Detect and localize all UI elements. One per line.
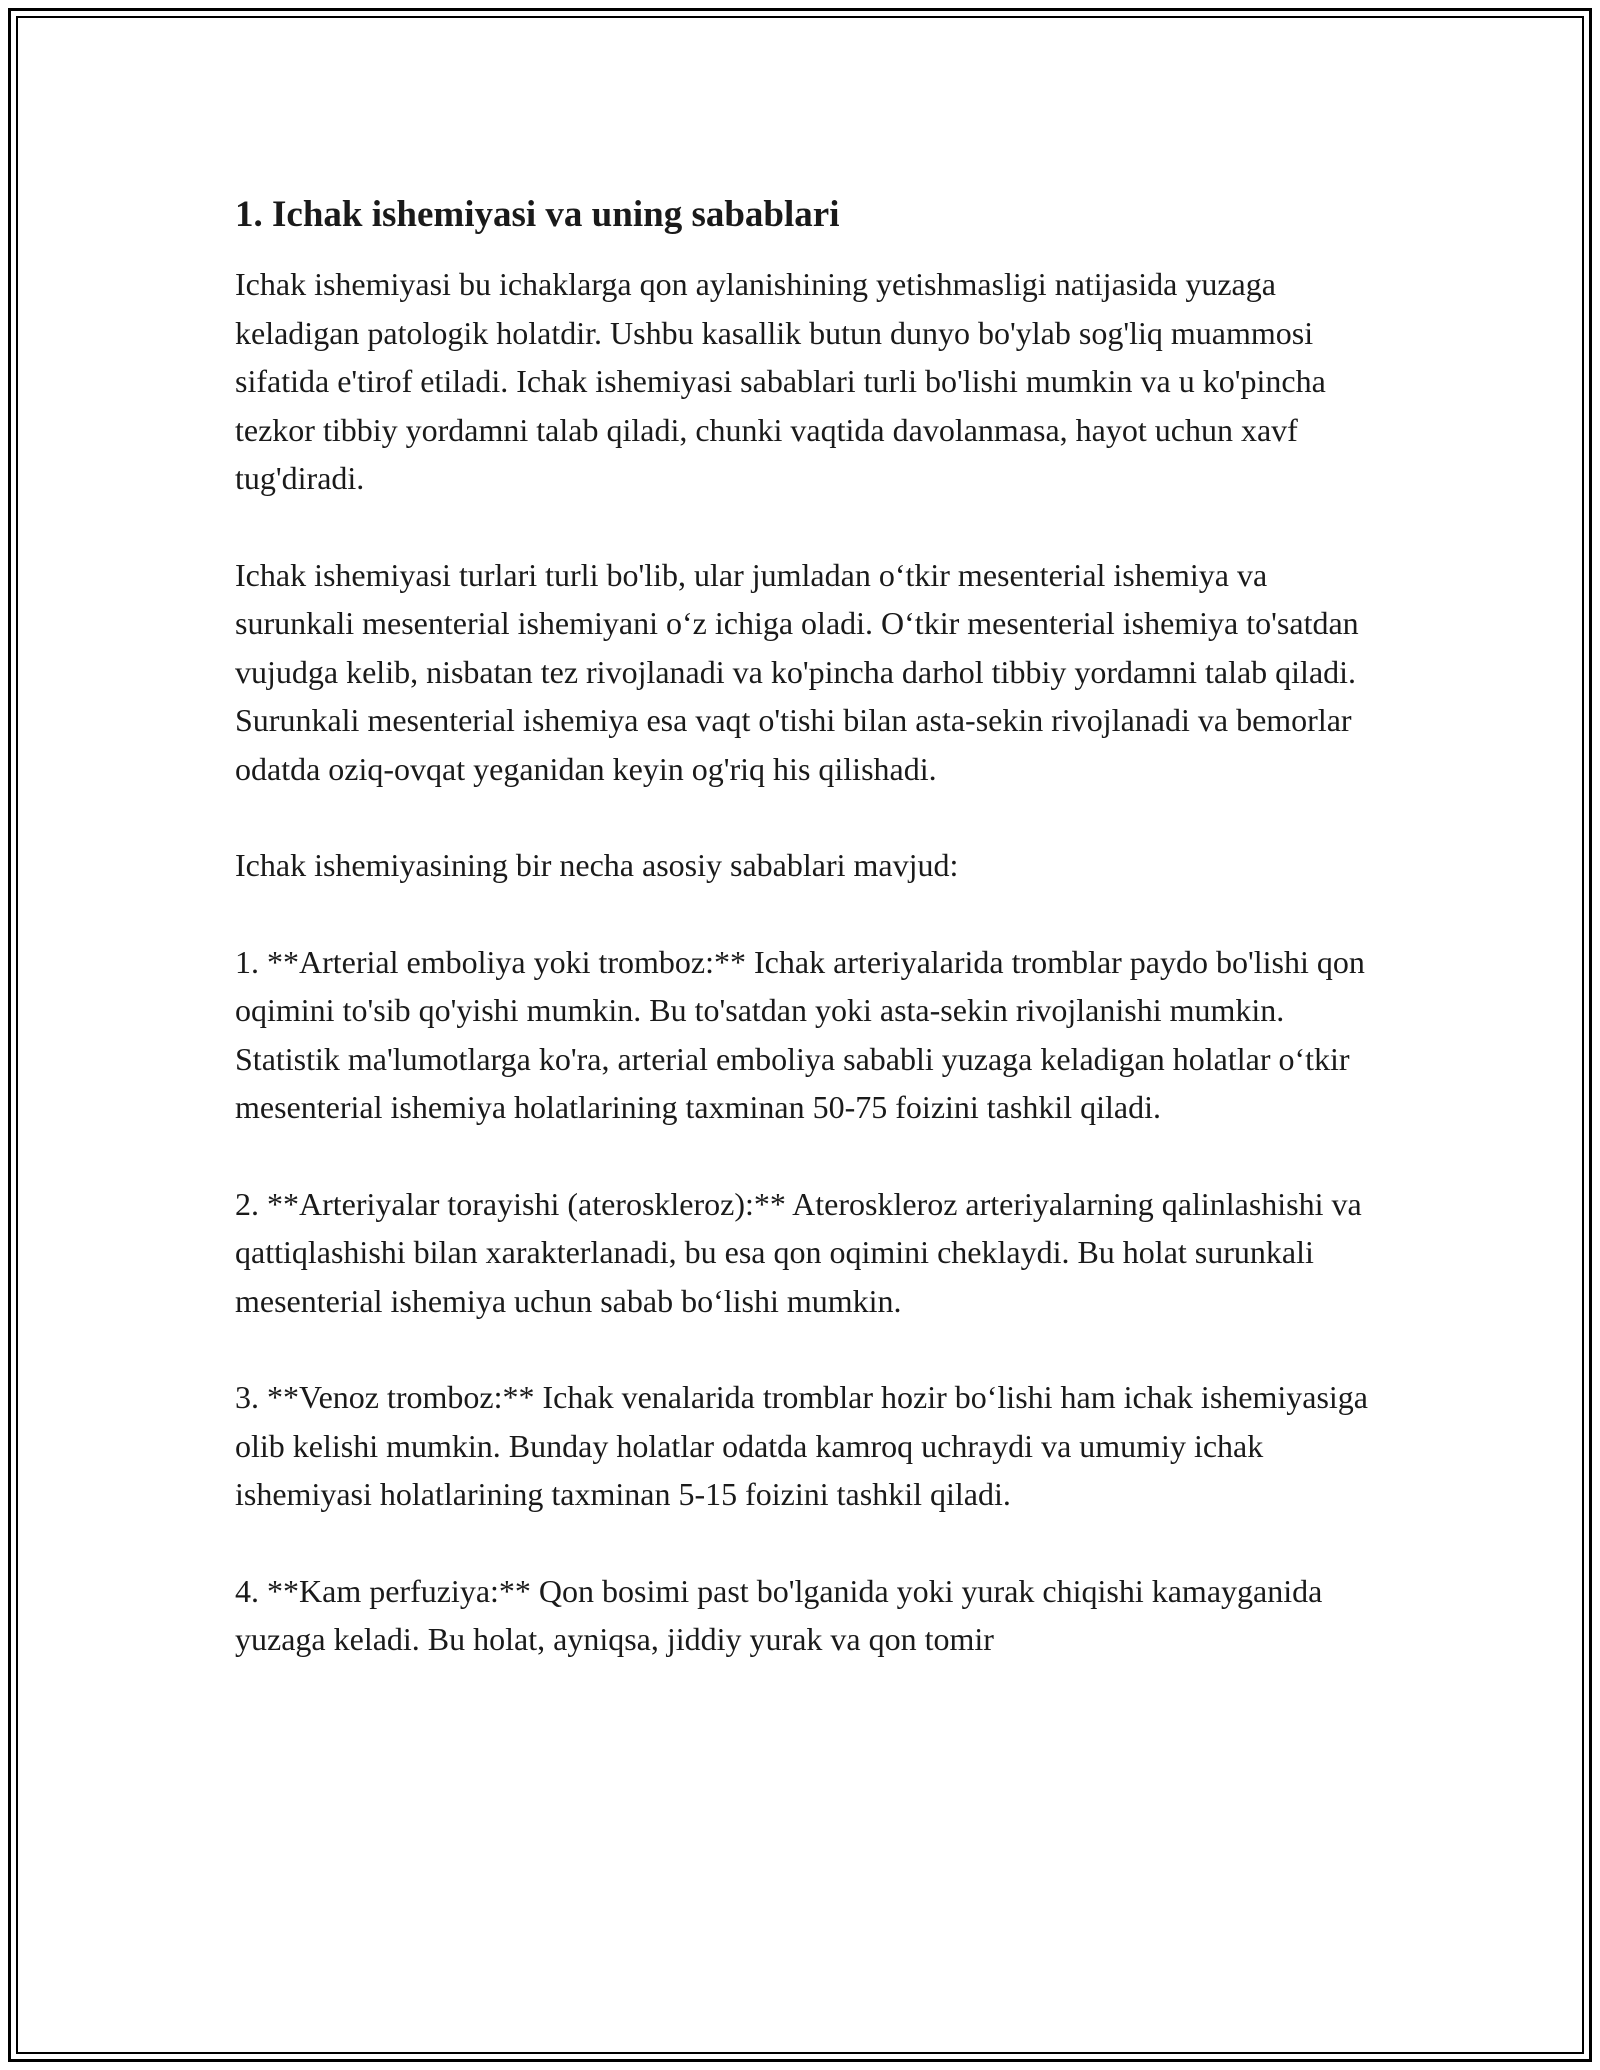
document-page [235, 190, 1375, 1664]
list-item-atherosclerosis: 2. **Arteriyalar torayishi (ateroskleroz):** Ateroskleroz arteriyalarning qalinlashishi va qattiqlashishi bilan xarakterlanadi, bu esa qon oqimini cheklaydi. Bu holat surunkali mesenterial ishemiya uchun sabab bo‘lishi mumkin. [235, 1185, 1362, 1319]
list-item-venous-thrombosis: 3. **Venoz tromboz:** Ichak venalarida tromblar hozir bo‘lishi ham ichak ishemiyasiga olib kelishi mumkin. Bunday holatlar odatda kamroq uchraydi va umumiy ichak ishemiyasi holatlarining taxminan 5-15 foizini tashkil qiladi. [235, 1379, 1368, 1512]
list-item-arterial-embolism: 1. **Arterial emboliya yoki tromboz:** Ichak arteriyalarida tromblar paydo bo'lishi qon oqimini to'sib qo'yishi mumkin. Bu to'satdan yoki asta-sekin rivojlanishi mumkin. Statistik ma'lumotlarga ko'ra, arterial emboliya sababli yuzaga keladigan holatlar o‘tkir mesenterial ishemiya holatlarining taxminan 50-75 foizini tashkil qiladi. [235, 943, 1365, 1125]
section-title: 1. Ichak ishemiyasi va uning sabablari [235, 194, 840, 235]
paragraph-types: Ichak ishemiyasi turlari turli bo'lib, ular jumladan o‘tkir mesenterial ishemiya va surunkali mesenterial ishemiyani o‘z ichiga oladi. O‘tkir mesenterial ishemiya to'satdan vujudga kelib, nisbatan tez rivojlanadi va ko'pincha darhol tibbiy yordamni talab qiladi. Surunkali mesenterial ishemiya esa vaqt o'tishi bilan asta-sekin rivojlanadi va bemorlar odatda oziq-ovqat yeganidan keyin og'riq his qilishadi. [235, 556, 1359, 787]
list-item-low-perfusion: 4. **Kam perfuziya:** Qon bosimi past bo'lganida yoki yurak chiqishi kamayganida yuzaga keladi. Bu holat, ayniqsa, jiddiy yurak va qon tomir [235, 1572, 1323, 1657]
paragraph-causes-heading: Ichak ishemiyasining bir necha asosiy sabablari mavjud: [235, 847, 959, 883]
paragraph-intro: Ichak ishemiyasi bu ichaklarga qon aylanishining yetishmasligi natijasida yuzaga keladigan patologik holatdir. Ushbu kasallik butun dunyo bo'ylab sog'liq muammosi sifatida e'tirof etiladi. Ichak ishemiyasi sabablari turli bo'lishi mumkin va u ko'pincha tezkor tibbiy yordamni talab qiladi, chunki vaqtida davolanmasa, hayot uchun xavf tug'diradi. [235, 266, 1326, 496]
